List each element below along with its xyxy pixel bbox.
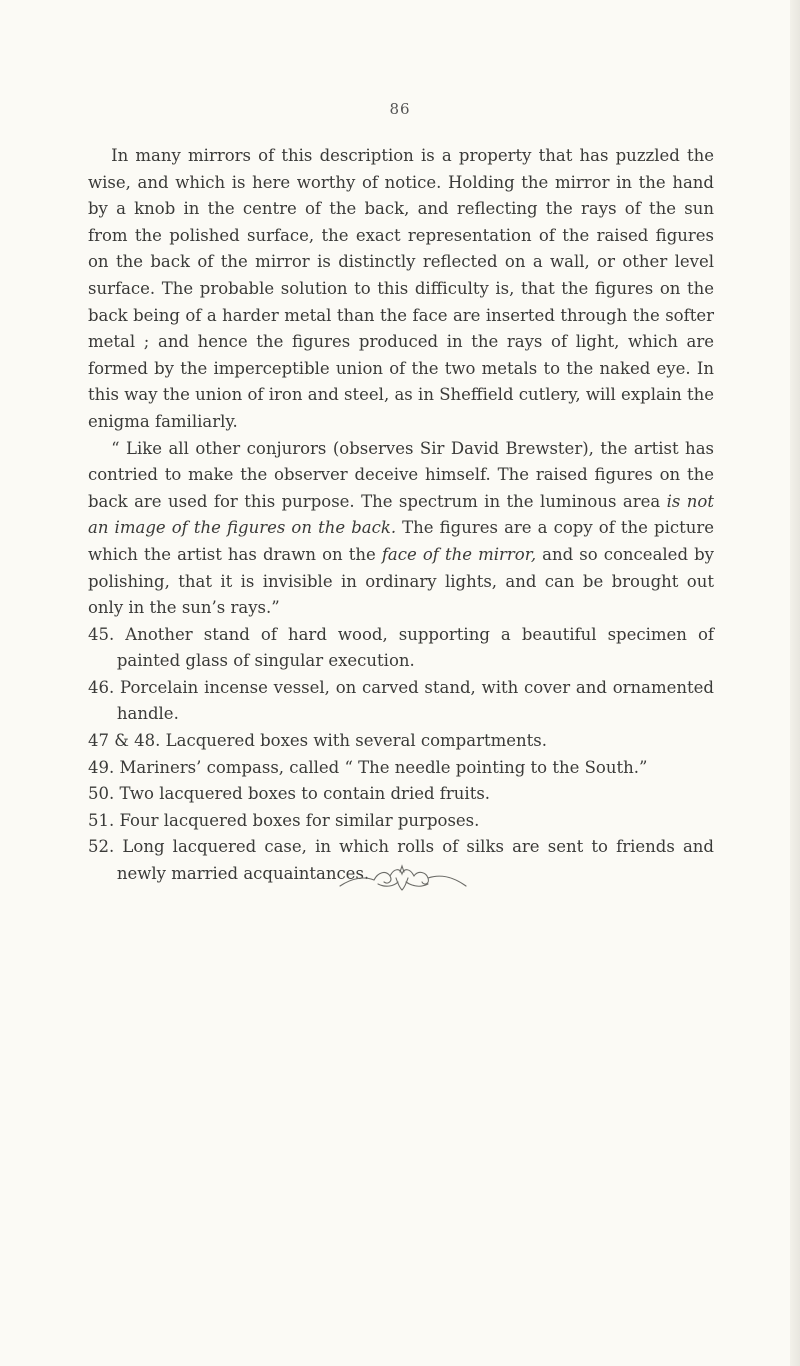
- page-edge: [790, 0, 800, 1366]
- item-number: 50.: [88, 784, 115, 804]
- item-text: Long lacquered case, in which rolls of silks are sent to friends and newly married acquaintances.: [116, 837, 714, 884]
- item-number: 51.: [88, 810, 115, 830]
- list-item: [88, 675, 714, 728]
- item-text: Four lacquered boxes for similar purposes.: [119, 810, 480, 830]
- list-item: [88, 622, 714, 675]
- list-item: [88, 755, 714, 782]
- quote-italic-1: is not an image of the figures on the back.: [88, 491, 714, 538]
- item-text: Porcelain incense vessel, on carved stand, with cover and ornamented handle.: [116, 677, 714, 724]
- item-number: 49.: [88, 757, 115, 777]
- quote-part-1: “ Like all other conjurors (observes Sir David Brewster), the artist has contried to make the observer deceive himself. The raised figures on the back are used for this purpose. The spectrum in the luminous area: [88, 438, 714, 511]
- page-number: 86: [389, 100, 411, 118]
- item-text: Mariners’ compass, called “ The needle pointing to the South.”: [119, 757, 648, 777]
- paragraph-brewster-quote: [88, 436, 714, 622]
- item-text: Another stand of hard wood, supporting a beautiful specimen of painted glass of singular execution.: [116, 624, 714, 671]
- list-item: [88, 808, 714, 835]
- quote-italic-2: face of the mirror,: [381, 544, 537, 564]
- paragraph-mirrors: In many mirrors of this description is a property that has puzzled the wise, and which is here worthy of notice. Holding the mirror in the hand by a knob in the centre of the back, and reflecting the rays of the sun from the polished surface, the exact representation of the raised figures on the back of the mirror is distinctly reflected on a wall, or other level surface. The probable solution to this difficulty is, that the figures on the back being of a harder metal than the face are inserted through the softer metal ; and hence the figures produced in the rays of light, which are formed by the imperceptible union of the two metals to the naked eye. In this way the union of iron and steel, as in Sheffield cutlery, will explain the enigma familiarly.: [88, 146, 714, 431]
- item-number: 45.: [88, 624, 115, 644]
- item-number: 52.: [88, 837, 115, 857]
- quote-part-3: and so concealed by polishing, that it is invisible in ordinary lights, and can be brought out only in the sun’s rays.”: [88, 544, 714, 618]
- item-text: Two lacquered boxes to contain dried fruits.: [119, 784, 491, 804]
- quote-part-2: The figures are a copy of the picture which the artist has drawn on the: [88, 518, 715, 564]
- list-item: [88, 781, 714, 808]
- item-text: Lacquered boxes with several compartments.: [165, 731, 547, 751]
- tailpiece-ornament-icon: [338, 864, 468, 892]
- item-number: 47 & 48.: [88, 731, 161, 751]
- main-text: [88, 143, 714, 888]
- item-number: 46.: [88, 677, 115, 697]
- list-item: [88, 728, 714, 755]
